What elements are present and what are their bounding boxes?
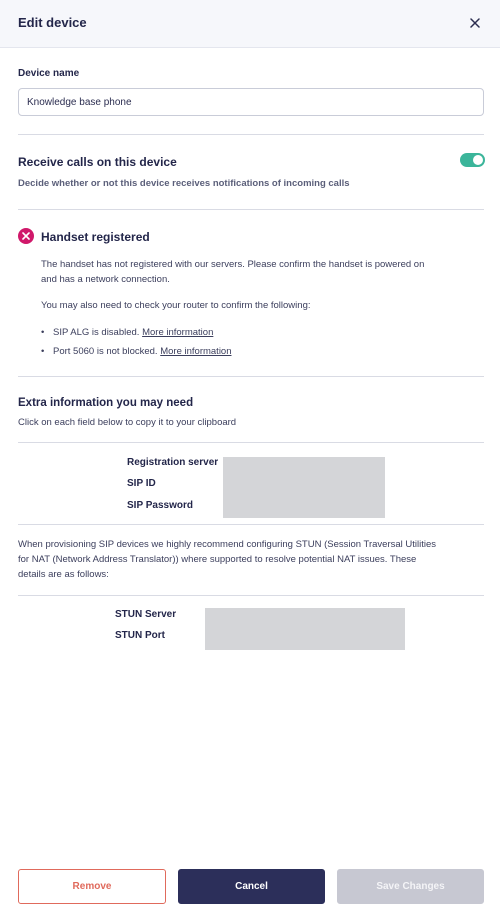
device-name-label: Device name	[18, 68, 80, 79]
device-name-input[interactable]	[18, 88, 484, 116]
handset-message-line: The handset has not registered with our servers. Please confirm the handset is powered on	[41, 259, 425, 270]
list-item-text: Port 5060 is not blocked.	[53, 346, 158, 357]
stun-description-line: details are as follows:	[18, 569, 109, 580]
handset-message	[41, 257, 481, 287]
list-item	[47, 346, 232, 357]
divider	[18, 209, 484, 210]
sip-id-label: SIP ID	[127, 478, 156, 489]
stun-copy-field[interactable]	[205, 608, 405, 650]
stun-description-line: When provisioning SIP devices we highly recommend configuring STUN (Session Traversal Utilities	[18, 539, 436, 550]
divider	[18, 524, 484, 525]
sip-credentials-copy-field[interactable]	[223, 457, 385, 518]
more-information-link[interactable]: More information	[142, 327, 214, 338]
extra-info-title: Extra information you may need	[18, 397, 194, 409]
divider	[18, 376, 484, 377]
receive-calls-toggle[interactable]	[460, 153, 485, 167]
registration-server-label: Registration server	[127, 457, 219, 468]
save-changes-button[interactable]: Save Changes	[337, 869, 484, 904]
divider	[18, 442, 484, 443]
receive-calls-title: Receive calls on this device	[18, 155, 177, 169]
divider	[18, 595, 484, 596]
stun-port-label: STUN Port	[115, 630, 165, 641]
close-button[interactable]	[464, 12, 486, 34]
modal-title: Edit device	[18, 15, 87, 30]
list-item	[47, 327, 213, 338]
list-item-text: SIP ALG is disabled.	[53, 327, 140, 338]
more-information-link[interactable]: More information	[160, 346, 232, 357]
router-note: You may also need to check your router to confirm the following:	[41, 300, 311, 311]
stun-description-line: for NAT (Network Address Translator)) where supported to resolve potential NAT issues. These	[18, 554, 417, 565]
divider	[18, 134, 484, 135]
handset-message-line: and has a network connection.	[41, 274, 170, 285]
close-icon	[470, 18, 480, 28]
sip-password-label: SIP Password	[127, 500, 193, 511]
handset-status-title: Handset registered	[41, 230, 150, 244]
extra-info-subtitle: Click on each field below to copy it to your clipboard	[18, 417, 237, 428]
remove-button[interactable]: Remove	[18, 869, 166, 904]
modal-header	[0, 0, 500, 48]
toggle-knob	[473, 155, 483, 165]
receive-calls-description: Decide whether or not this device receives notifications of incoming calls	[18, 178, 350, 189]
stun-description	[18, 537, 488, 582]
x-mark-icon	[22, 232, 30, 240]
cancel-button[interactable]: Cancel	[178, 869, 325, 904]
error-icon	[18, 228, 34, 244]
stun-server-label: STUN Server	[115, 609, 177, 620]
